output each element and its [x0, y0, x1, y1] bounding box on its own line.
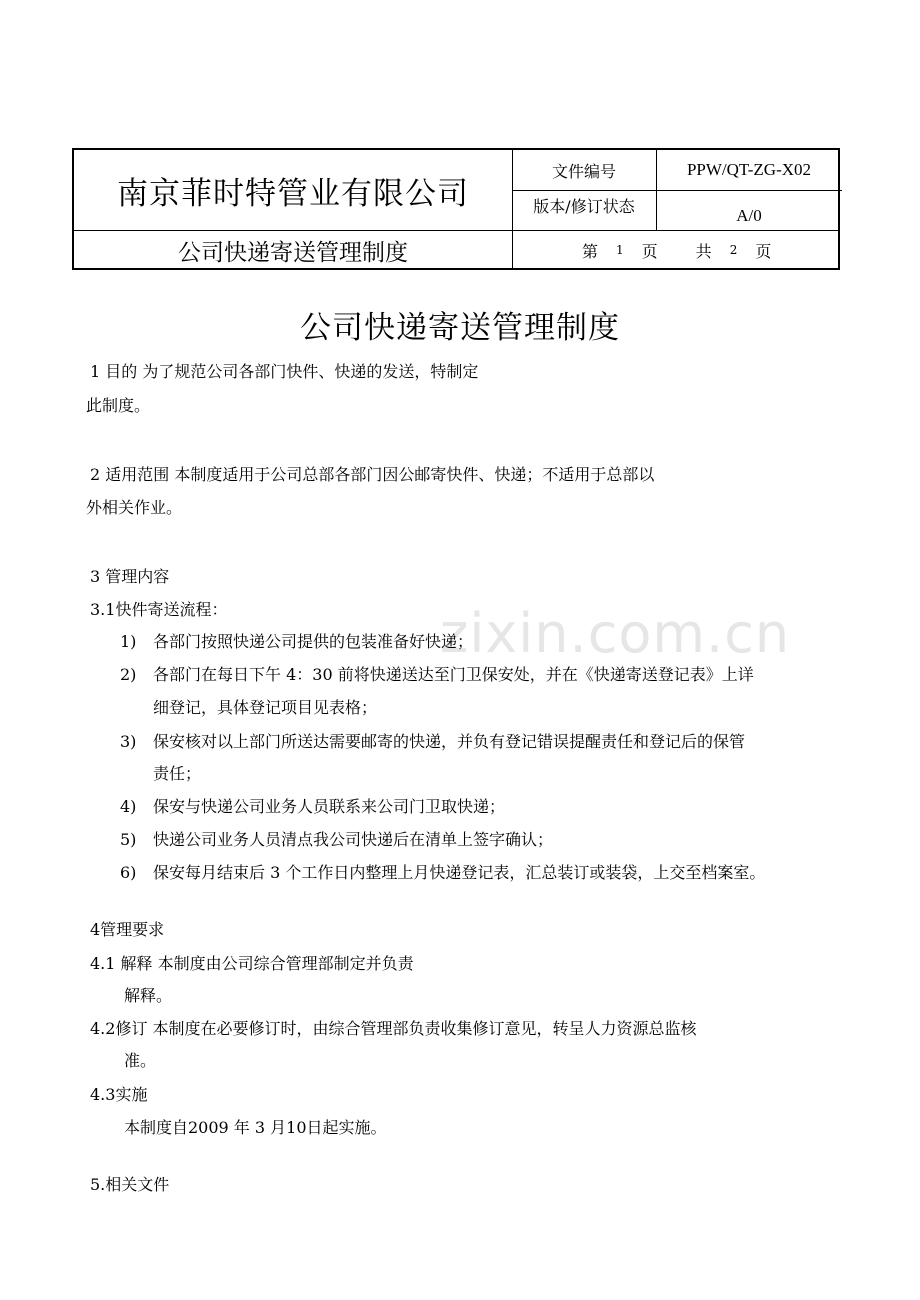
- list-item-continuation: 责任；: [153, 764, 202, 783]
- watermark: zixin.com.cn: [440, 602, 791, 665]
- list-item: 各部门在每日下午 4：30 前将快递送达至门卫保安处，并在《快递寄送登记表》上详: [153, 665, 754, 684]
- section-4-heading: 4管理要求: [90, 920, 165, 939]
- section-4-1-line-2: 解释。: [124, 986, 173, 1005]
- list-item: 保安每月结束后 3 个工作日内整理上月快递登记表，汇总装订或装袋，上交至档案室。: [153, 863, 766, 882]
- section-2-line-2: 外相关作业。: [86, 498, 183, 517]
- list-item-number: 3): [120, 732, 137, 751]
- total-pages: 2: [729, 243, 738, 257]
- section-3-heading: 3 管理内容: [90, 567, 170, 586]
- page-number: 1: [616, 243, 624, 257]
- file-number-value: PPW/QT-ZG-X02: [686, 160, 812, 179]
- document-title: 公司快递寄送管理制度: [300, 310, 620, 346]
- list-item-continuation: 细登记，具体登记项目见表格；: [153, 698, 378, 717]
- list-item-number: 1): [120, 632, 137, 651]
- section-4-1-line-1: 4.1 解释 本制度由公司综合管理部制定并负责: [90, 954, 414, 973]
- page-indicator: 第 1 页 共 2 页: [582, 241, 772, 261]
- list-item: 保安与快递公司业务人员联系来公司门卫取快递；: [153, 797, 506, 816]
- version-label: 版本/修订状态: [533, 197, 635, 216]
- section-4-3-heading: 4.3实施: [90, 1085, 148, 1104]
- section-4-3-text: 本制度自2009 年 3 月10日起实施。: [124, 1118, 387, 1137]
- company-name: 南京菲时特管业有限公司: [117, 175, 469, 212]
- list-item-number: 2): [120, 665, 137, 684]
- list-item: 各部门按照快递公司提供的包装准备好快递；: [153, 632, 474, 651]
- section-4-2-line-1: 4.2修订 本制度在必要修订时，由综合管理部负责收集修订意见，转呈人力资源总监核: [90, 1019, 697, 1038]
- list-item-number: 4): [120, 797, 137, 816]
- section-4-2-line-2: 准。: [124, 1051, 157, 1070]
- section-1-line-1: 1 目的 为了规范公司各部门快件、快递的发送，特制定: [90, 362, 479, 381]
- list-item: 保安核对以上部门所送达需要邮寄的快递，并负有登记错误提醒责任和登记后的保管: [153, 732, 746, 751]
- list-item: 快递公司业务人员清点我公司快递后在清单上签字确认；: [153, 830, 554, 849]
- header-subject: 公司快递寄送管理制度: [178, 239, 408, 266]
- section-3-1-heading: 3.1快件寄送流程：: [90, 600, 228, 619]
- header-table: [72, 148, 840, 270]
- list-item-number: 6): [120, 863, 137, 882]
- file-number-label: 文件编号: [551, 161, 616, 181]
- version-value: A/0: [736, 206, 762, 225]
- section-2-line-1: 2 适用范围 本制度适用于公司总部各部门因公邮寄快件、快递；不适用于总部以: [90, 465, 655, 484]
- list-item-number: 5): [120, 830, 137, 849]
- section-5-heading: 5.相关文件: [90, 1175, 170, 1194]
- section-1-line-2: 此制度。: [86, 396, 151, 415]
